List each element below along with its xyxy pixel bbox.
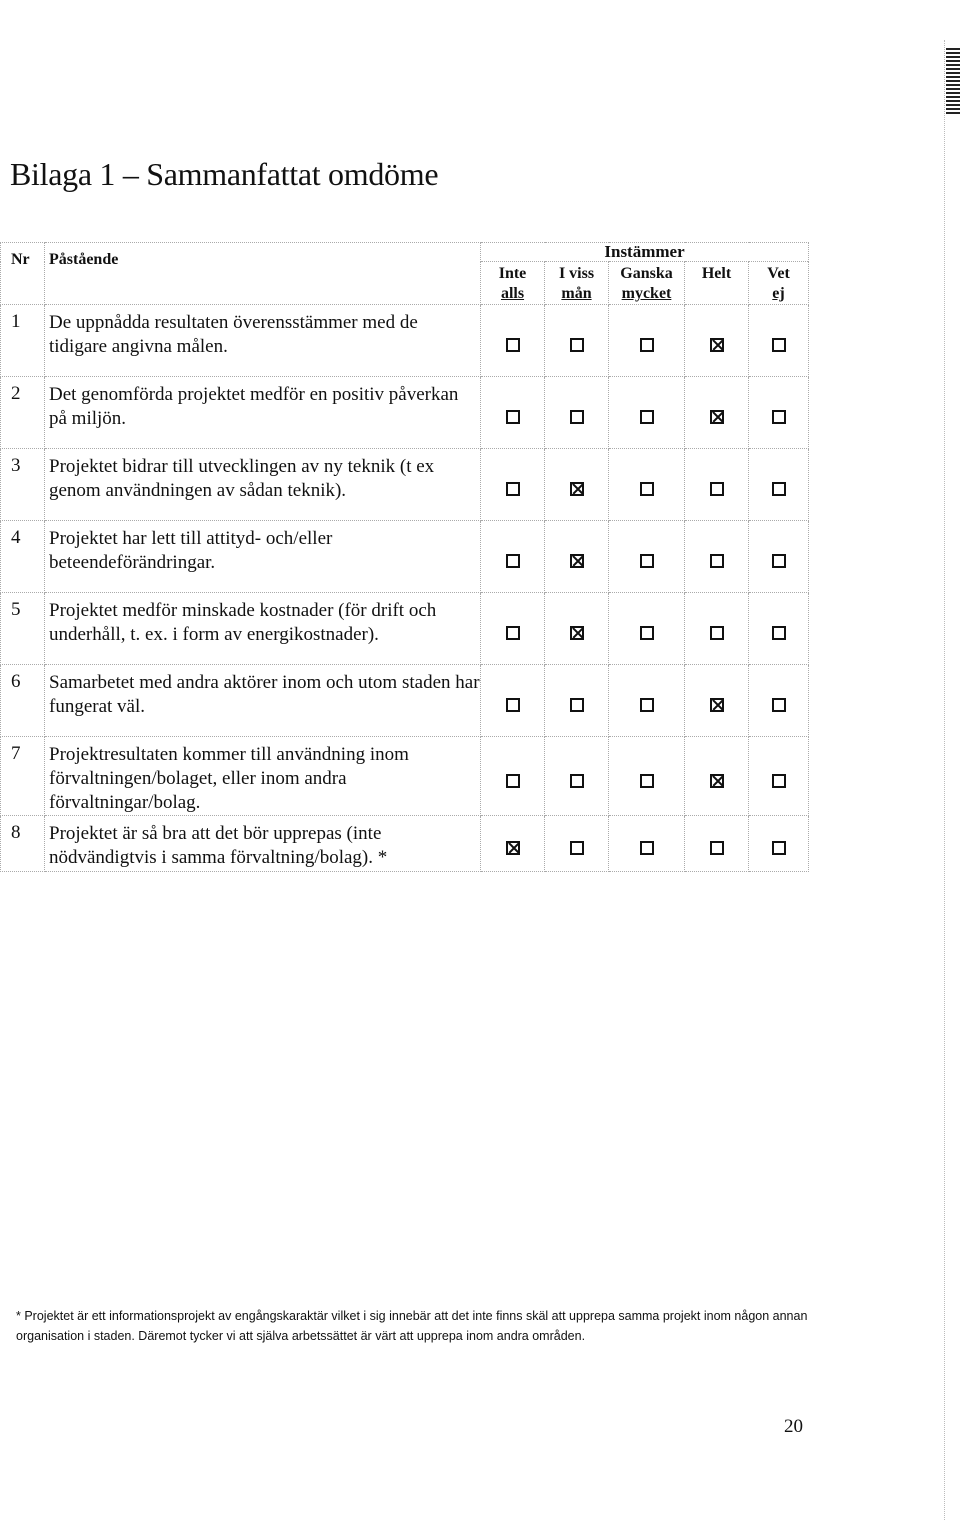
table-row [1, 521, 809, 593]
row-statement: Projektet är så bra att det bör upprepas (inte nödvändigtvis i samma förvaltning/bolag). * [45, 816, 481, 872]
empty-checkbox[interactable] [570, 698, 584, 712]
survey-table [0, 242, 809, 872]
header-col-label-2: alls [500, 285, 525, 302]
answer-cell [685, 593, 749, 665]
answer-cell [749, 449, 809, 521]
answer-cell [749, 521, 809, 593]
empty-checkbox[interactable] [640, 410, 654, 424]
header-col-0 [481, 262, 545, 305]
checked-checkbox[interactable] [570, 626, 584, 640]
answer-cell [481, 737, 545, 816]
header-group-instammer: Instämmer [481, 243, 809, 262]
empty-checkbox[interactable] [710, 482, 724, 496]
page-number: 20 [784, 1416, 803, 1437]
checked-checkbox[interactable] [710, 410, 724, 424]
row-number: 3 [1, 449, 45, 521]
row-statement: Projektet bidrar till utvecklingen av ny teknik (t ex genom användningen av sådan teknik). [45, 449, 481, 521]
empty-checkbox[interactable] [570, 841, 584, 855]
empty-checkbox[interactable] [506, 338, 520, 352]
table-row [1, 665, 809, 737]
row-statement: Projektet medför minskade kostnader (för drift och underhåll, t. ex. i form av energikostnader). [45, 593, 481, 665]
answer-cell [609, 593, 685, 665]
header-col-label-2: mycket [621, 285, 672, 302]
header-col-2 [609, 262, 685, 305]
empty-checkbox[interactable] [772, 774, 786, 788]
empty-checkbox[interactable] [570, 410, 584, 424]
row-statement: Samarbetet med andra aktörer inom och utom staden har fungerat väl. [45, 665, 481, 737]
answer-cell [685, 305, 749, 377]
scan-margin-line [944, 40, 946, 1520]
row-statement: Projektet har lett till attityd- och/eller beteendeförändringar. [45, 521, 481, 593]
checked-checkbox[interactable] [710, 774, 724, 788]
header-col-label-1: Helt [701, 265, 732, 282]
empty-checkbox[interactable] [772, 841, 786, 855]
checked-checkbox[interactable] [710, 338, 724, 352]
answer-cell [481, 593, 545, 665]
answer-cell [609, 377, 685, 449]
header-col-1 [545, 262, 609, 305]
answer-cell [685, 665, 749, 737]
row-statement: Det genomförda projektet medför en positiv påverkan på miljön. [45, 377, 481, 449]
row-number: 4 [1, 521, 45, 593]
header-col-label-1: Ganska [620, 265, 673, 282]
row-number: 1 [1, 305, 45, 377]
empty-checkbox[interactable] [772, 698, 786, 712]
row-number: 7 [1, 737, 45, 816]
checked-checkbox[interactable] [710, 698, 724, 712]
table-row [1, 377, 809, 449]
answer-cell [609, 305, 685, 377]
table-row [1, 305, 809, 377]
answer-cell [685, 449, 749, 521]
answer-cell [685, 816, 749, 872]
table-row [1, 593, 809, 665]
empty-checkbox[interactable] [506, 410, 520, 424]
empty-checkbox[interactable] [640, 482, 654, 496]
row-number: 2 [1, 377, 45, 449]
row-statement: De uppnådda resultaten överensstämmer med de tidigare angivna målen. [45, 305, 481, 377]
empty-checkbox[interactable] [506, 698, 520, 712]
empty-checkbox[interactable] [710, 626, 724, 640]
empty-checkbox[interactable] [640, 774, 654, 788]
answer-cell [545, 521, 609, 593]
header-nr: Nr [1, 243, 45, 305]
answer-cell [749, 305, 809, 377]
empty-checkbox[interactable] [640, 554, 654, 568]
answer-cell [481, 449, 545, 521]
empty-checkbox[interactable] [772, 338, 786, 352]
empty-checkbox[interactable] [506, 774, 520, 788]
header-col-label-2: mån [561, 285, 592, 302]
answer-cell [545, 305, 609, 377]
row-number: 5 [1, 593, 45, 665]
answer-cell [749, 816, 809, 872]
empty-checkbox[interactable] [570, 338, 584, 352]
row-number: 6 [1, 665, 45, 737]
checked-checkbox[interactable] [570, 482, 584, 496]
answer-cell [545, 449, 609, 521]
header-col-label-1: Inte [498, 265, 527, 282]
answer-cell [481, 521, 545, 593]
empty-checkbox[interactable] [710, 841, 724, 855]
answer-cell [749, 593, 809, 665]
empty-checkbox[interactable] [506, 482, 520, 496]
checked-checkbox[interactable] [570, 554, 584, 568]
answer-cell [749, 737, 809, 816]
empty-checkbox[interactable] [506, 626, 520, 640]
answer-cell [609, 449, 685, 521]
answer-cell [685, 377, 749, 449]
empty-checkbox[interactable] [640, 626, 654, 640]
empty-checkbox[interactable] [772, 554, 786, 568]
empty-checkbox[interactable] [640, 338, 654, 352]
answer-cell [481, 377, 545, 449]
answer-cell [749, 377, 809, 449]
empty-checkbox[interactable] [772, 410, 786, 424]
header-col-label-1: Vet [767, 265, 790, 282]
answer-cell [609, 816, 685, 872]
row-statement: Projektresultaten kommer till användning inom förvaltningen/bolaget, eller inom andra förvaltningar/bolag. [45, 737, 481, 816]
answer-cell [545, 593, 609, 665]
answer-cell [685, 737, 749, 816]
header-col-3 [685, 262, 749, 305]
empty-checkbox[interactable] [772, 626, 786, 640]
header-col-label-2: ej [772, 285, 785, 302]
answer-cell [749, 665, 809, 737]
empty-checkbox[interactable] [506, 554, 520, 568]
empty-checkbox[interactable] [710, 554, 724, 568]
answer-cell [545, 665, 609, 737]
header-statement: Påstående [45, 243, 481, 305]
header-col-4 [749, 262, 809, 305]
row-number: 8 [1, 816, 45, 872]
scan-barcode-mark [946, 48, 960, 116]
answer-cell [545, 377, 609, 449]
table-row [1, 737, 809, 816]
answer-cell [481, 305, 545, 377]
answer-cell [545, 737, 609, 816]
empty-checkbox[interactable] [640, 841, 654, 855]
answer-cell [609, 521, 685, 593]
table-row [1, 816, 809, 872]
answer-cell [545, 816, 609, 872]
checked-checkbox[interactable] [506, 841, 520, 855]
empty-checkbox[interactable] [640, 698, 654, 712]
table-row [1, 449, 809, 521]
answer-cell [609, 665, 685, 737]
answer-cell [609, 737, 685, 816]
header-col-label-1: I viss [558, 265, 595, 282]
page-title: Bilaga 1 – Sammanfattat omdöme [10, 156, 439, 192]
answer-cell [481, 665, 545, 737]
answer-cell [481, 816, 545, 872]
empty-checkbox[interactable] [570, 774, 584, 788]
empty-checkbox[interactable] [772, 482, 786, 496]
answer-cell [685, 521, 749, 593]
footnote: * Projektet är ett informationsprojekt av engångskaraktär vilket i sig innebär att det inte finns skäl att upprepa samma projekt inom någon annan organisation i staden. Däremot tycker vi att själva arbetssättet är värt att upprepa inom andra områden. [16, 1309, 808, 1343]
